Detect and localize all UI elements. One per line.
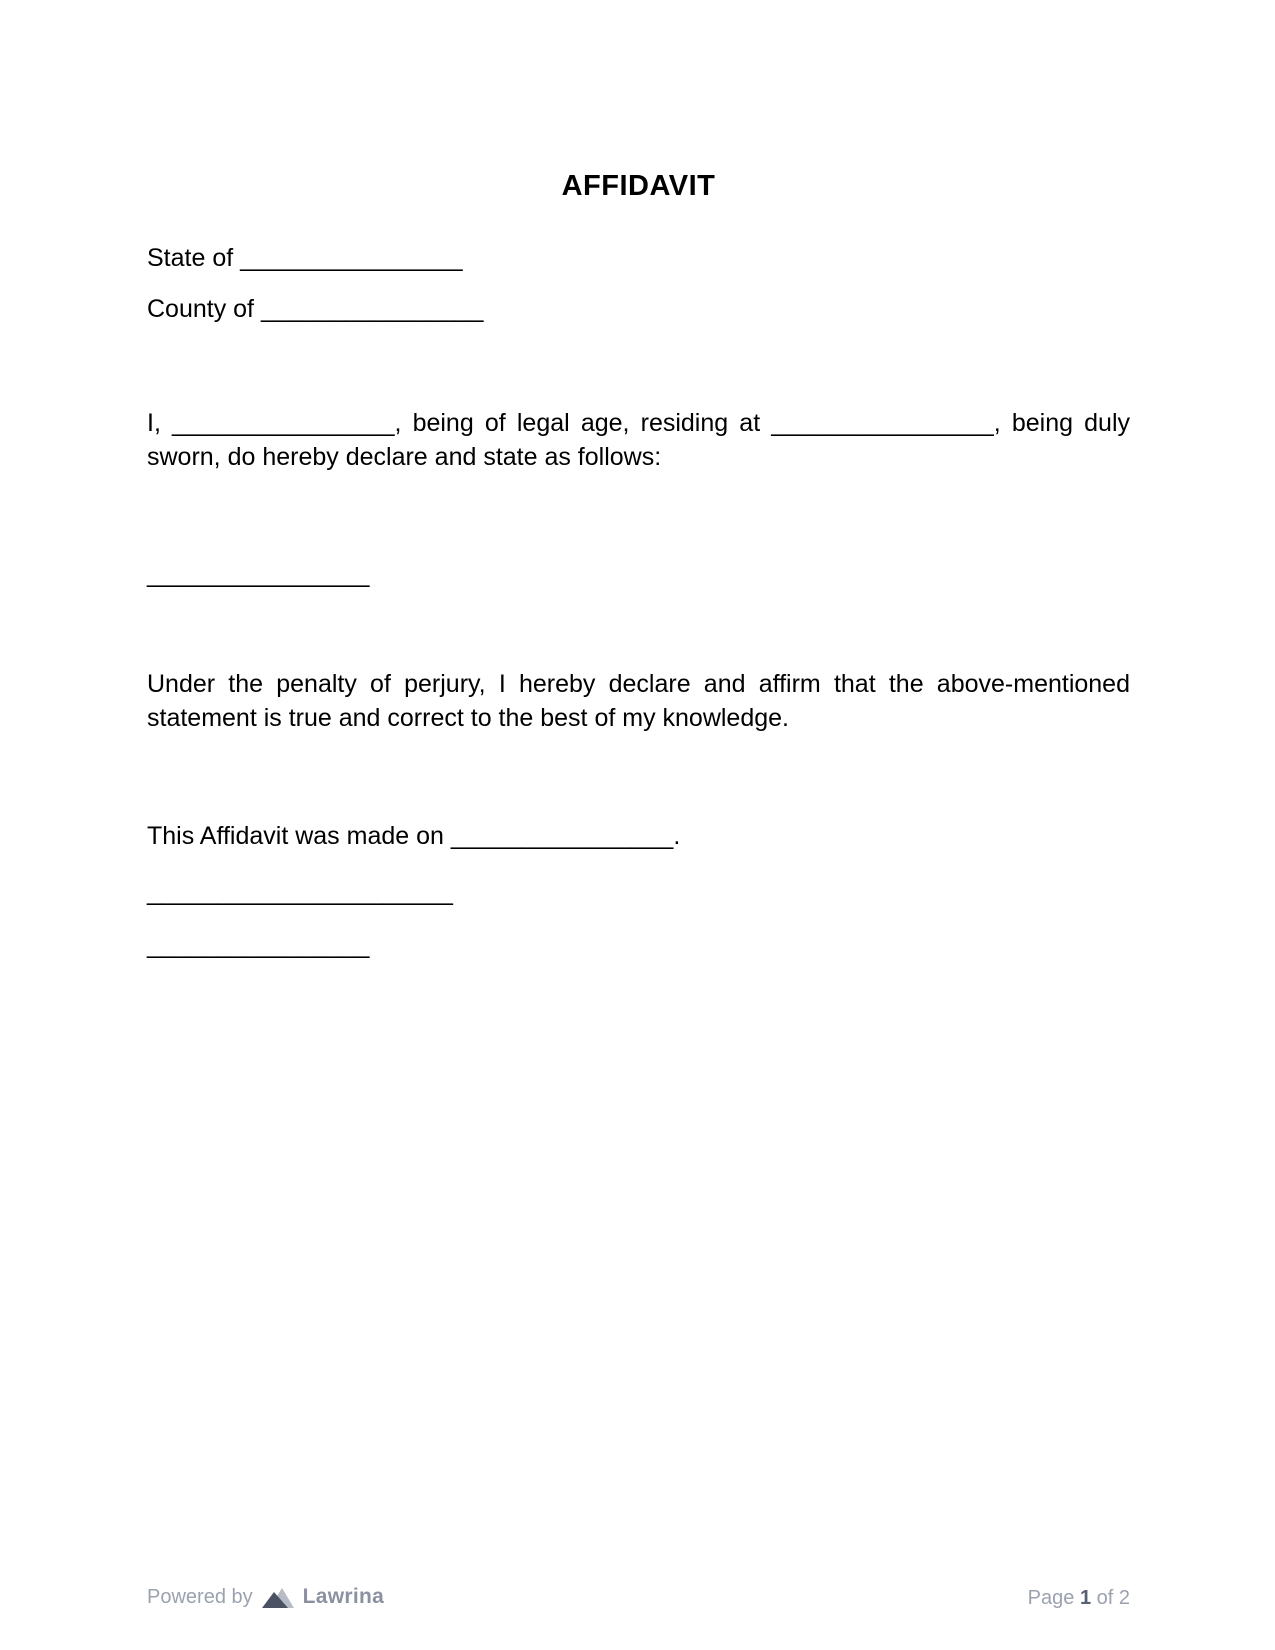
county-label: County of	[147, 295, 255, 323]
intro-paragraph	[147, 406, 1130, 474]
made-on-label: This Affidavit was made on	[147, 822, 444, 850]
state-line	[147, 241, 1130, 275]
signature-line	[147, 875, 1130, 909]
made-on-date-blank: ________________	[450, 822, 674, 850]
printed-name-line	[147, 928, 1130, 962]
document-title: AFFIDAVIT	[561, 170, 716, 202]
intro-paragraph-line2: sworn, do hereby declare and state as follows:	[147, 443, 662, 471]
page-footer	[147, 1585, 1130, 1615]
of-label: of	[1096, 1587, 1114, 1609]
county-blank: ________________	[260, 295, 484, 323]
state-label: State of	[147, 244, 234, 272]
made-on-period: .	[673, 822, 681, 850]
page-label: Page	[1027, 1587, 1075, 1609]
brand-name: Lawrina	[302, 1585, 385, 1608]
powered-by-label: Powered by	[147, 1585, 253, 1608]
statement-blank-line	[147, 557, 1130, 591]
statement-blank: ________________	[147, 560, 370, 588]
total-pages-number: 2	[1118, 1587, 1130, 1609]
mountain-logo-icon	[262, 1586, 294, 1608]
state-blank: ________________	[240, 244, 463, 272]
printed-name-blank: ________________	[147, 931, 370, 959]
current-page-number: 1	[1079, 1587, 1092, 1609]
powered-by-branding	[147, 1585, 384, 1609]
perjury-paragraph	[147, 667, 1130, 735]
perjury-paragraph-line2: statement is true and correct to the best of my knowledge.	[147, 704, 789, 732]
perjury-paragraph-line1: Under the penalty of perjury, I hereby declare and affirm that the above-mentioned	[147, 670, 1130, 698]
intro-paragraph-line1: I, ________________, being of legal age, residing at ________________, being duly	[147, 409, 1130, 437]
page-indicator	[1028, 1587, 1130, 1610]
made-on-line	[147, 819, 1130, 853]
signature-blank: ______________________	[147, 878, 453, 906]
county-line	[147, 292, 1130, 326]
